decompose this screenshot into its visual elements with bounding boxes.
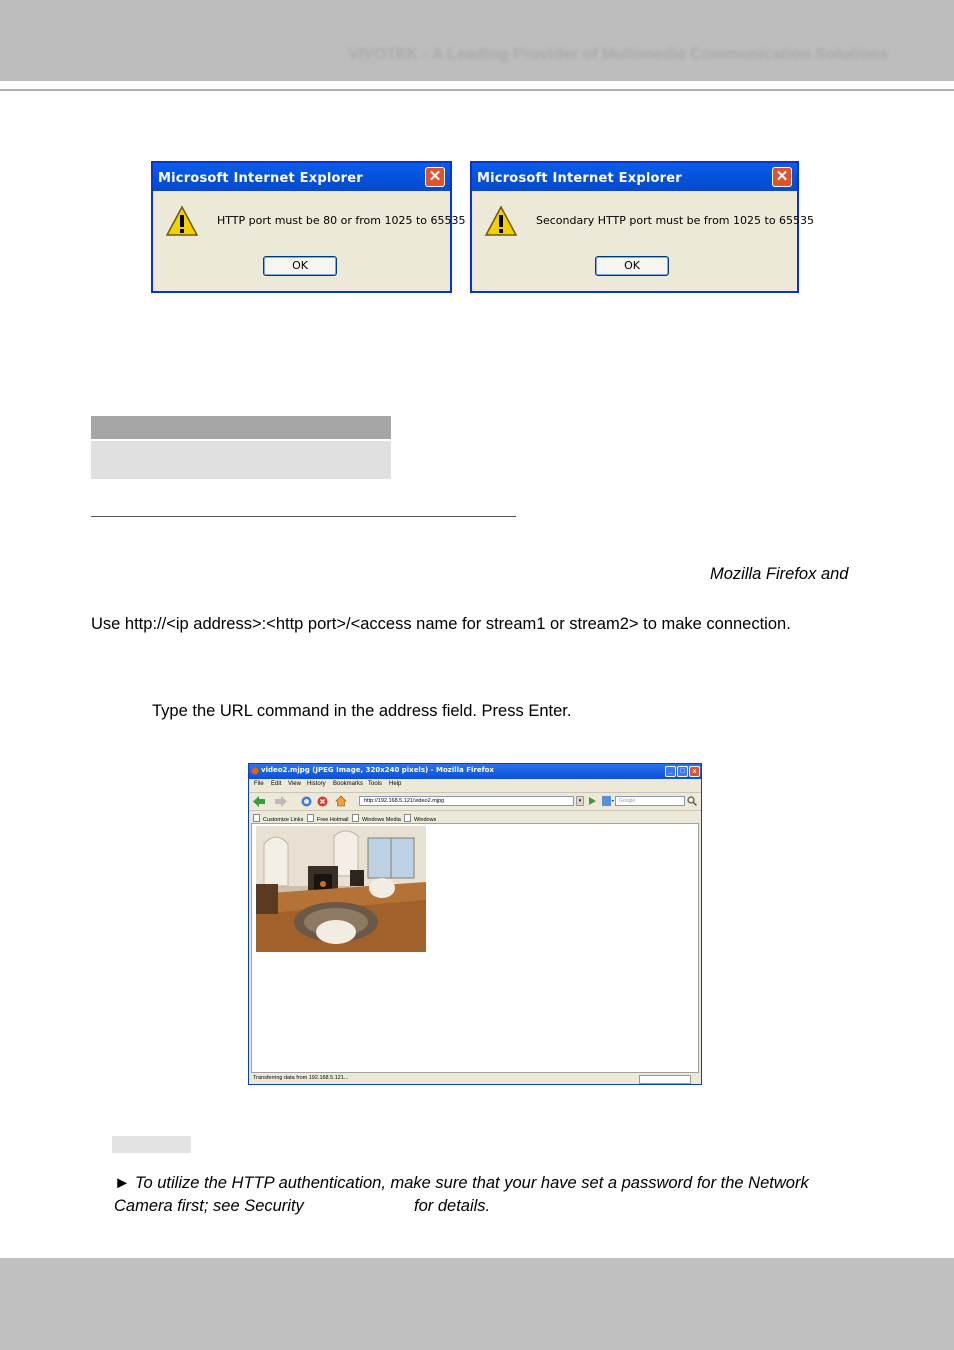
firefox-navbar [249, 792, 701, 810]
close-icon[interactable]: ✕ [425, 167, 445, 187]
warning-icon [165, 205, 199, 237]
back-arrow-icon[interactable] [253, 796, 265, 807]
stop-icon[interactable] [317, 796, 328, 807]
bookmarks-toolbar [249, 810, 701, 823]
forward-arrow-icon[interactable] [275, 796, 287, 807]
note-line-1: ► To utilize the HTTP authentication, make sure that your have set a password for the Network [114, 1174, 809, 1192]
menu-help[interactable]: Help [389, 781, 402, 787]
menu-edit[interactable]: Edit [271, 781, 282, 787]
error-dialog-http-port [151, 161, 466, 293]
dialog-titlebar [472, 163, 797, 191]
ok-button[interactable]: OK [263, 256, 337, 276]
dialog-title: Microsoft Internet Explorer [477, 171, 682, 186]
search-icon[interactable] [687, 796, 697, 806]
footer-band [0, 1258, 954, 1350]
bookmark-item[interactable]: Windows Media [352, 814, 401, 823]
header-rule [0, 89, 954, 91]
close-icon[interactable]: x [689, 766, 700, 777]
close-icon[interactable]: ✕ [772, 167, 792, 187]
error-dialog-secondary-port [470, 161, 815, 293]
search-engine-icon[interactable] [602, 796, 614, 806]
usage-line: Use http://<ip address>:<http port>/<access name for stream1 or stream2> to make connection. [91, 615, 791, 633]
note-line-2a: Camera first; see Security [114, 1197, 304, 1215]
menu-bookmarks[interactable]: Bookmarks [333, 781, 364, 787]
menu-tools[interactable]: Tools [368, 781, 383, 787]
dialog-titlebar [153, 163, 450, 191]
menu-view[interactable]: View [288, 781, 301, 787]
warning-icon [484, 205, 518, 237]
bookmark-item[interactable]: Free Hotmail [307, 814, 348, 823]
go-arrow-icon[interactable] [587, 796, 597, 806]
firefox-menubar [249, 779, 701, 791]
status-progress-box [639, 1075, 691, 1084]
home-icon[interactable] [335, 795, 347, 807]
header-band [0, 0, 954, 81]
header-tagline: VIVOTEK - A Leading Provider of Multimedia Communication Solutions [348, 46, 889, 63]
note-label-box [112, 1136, 191, 1153]
bookmark-item[interactable]: Windows [404, 814, 436, 823]
address-input[interactable]: http://192.168.5.121/video2.mjpg [359, 796, 574, 806]
firefox-statusbar [249, 1074, 701, 1084]
firefox-titlebar [249, 764, 701, 779]
menu-file[interactable]: File [254, 781, 264, 787]
dialog-message: Secondary HTTP port must be from 1025 to 65535 [536, 214, 815, 227]
camera-snapshot-image [256, 826, 426, 952]
dialog-message: HTTP port must be 80 or from 1025 to 65535 [217, 214, 466, 227]
note-line-2b: for details. [414, 1197, 491, 1215]
mozilla-fragment: Mozilla Firefox and [710, 565, 849, 583]
ok-button[interactable]: OK [595, 256, 669, 276]
firefox-window-screenshot [248, 763, 702, 1085]
section-divider [91, 516, 516, 517]
firefox-logo-icon [251, 767, 259, 775]
reload-icon[interactable] [301, 796, 312, 807]
dialog-title: Microsoft Internet Explorer [158, 171, 363, 186]
maximize-icon[interactable]: □ [677, 766, 688, 777]
address-dropdown-icon[interactable]: ▾ [576, 796, 584, 806]
browser-content-area [251, 823, 699, 1073]
menu-history[interactable]: History [307, 781, 326, 787]
section-body-bar [91, 441, 391, 479]
status-text: Transferring data from 192.168.5.121... [253, 1075, 349, 1081]
step-line: Type the URL command in the address field. Press Enter. [152, 702, 572, 720]
minimize-icon[interactable]: _ [665, 766, 676, 777]
search-input[interactable]: Google [615, 796, 685, 806]
bookmark-item[interactable]: Customize Links [253, 814, 303, 823]
firefox-title: video2.mjpg (JPEG Image, 320x240 pixels) - Mozilla Firefox [261, 766, 494, 774]
section-header-bar [91, 416, 391, 439]
